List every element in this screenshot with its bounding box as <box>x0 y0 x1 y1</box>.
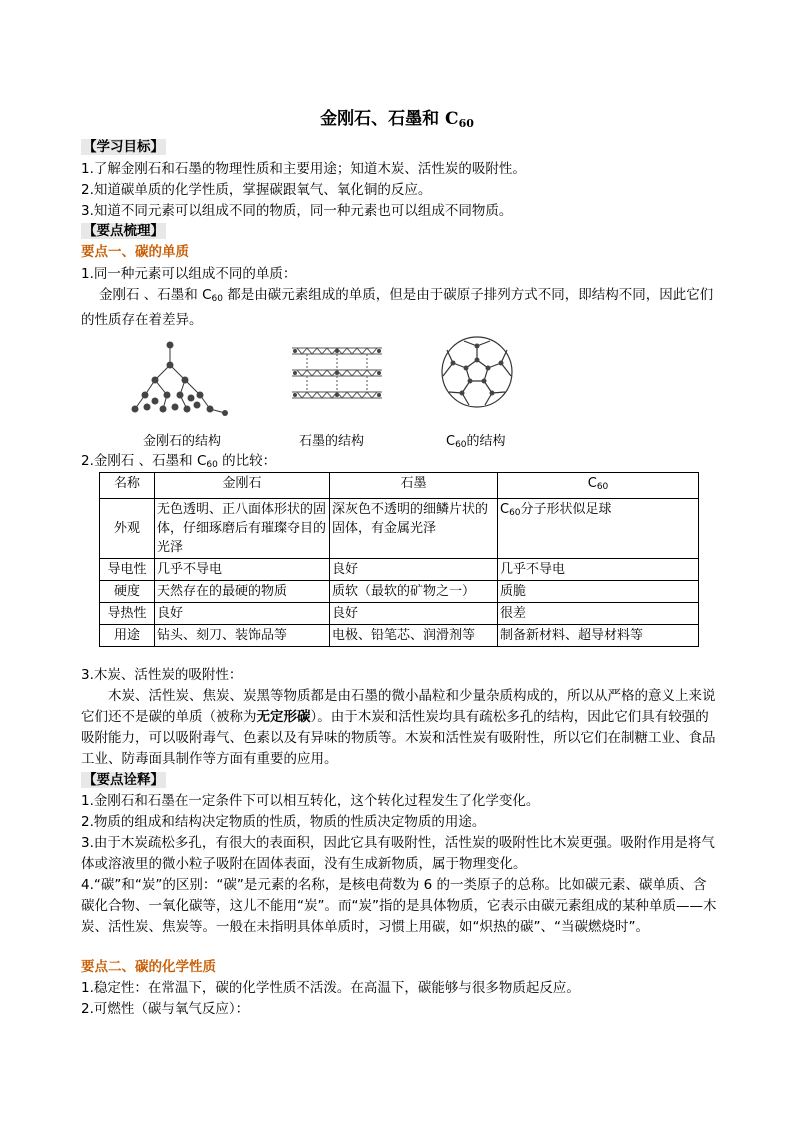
paragraph: 木炭、活性炭、焦炭、炭黑等物质都是由石墨的微小晶粒和少量杂质构成的，所以从严格的意义上来说它们还不是碳的单质（被称为无定形碳）。由于木炭和活性炭均具有疏松多孔的结构，因此它们具有较强的吸附能力，可以吸附毒气、色素以及有异味的物质等。木炭和活性炭有吸附性，所以它们在制糖工业、食品工业、防毒面具制作等方面有重要的应用。 <box>81 688 716 767</box>
table-cell: $C_{60}$分子形状似足球 <box>498 499 699 559</box>
explain-item: 2.物质的组成和结构决定物质的性质，物质的性质决定物质的用途。 <box>81 814 486 830</box>
table-cell: 良好 <box>330 559 498 581</box>
table-cell: 良好 <box>330 603 498 625</box>
table-cell: 钻头、刻刀、装饰品等 <box>155 625 330 647</box>
objectives-tag: 【学习目标】 <box>83 139 164 155</box>
list-item: 2.金刚石 、石墨和 $C_{60}$ 的比较： <box>81 453 277 470</box>
c60-caption: $C_{60}$的结构 <box>446 434 506 450</box>
list-item: 1.同一种元素可以组成不同的单质： <box>81 266 297 282</box>
table-cell: 外观 <box>100 499 155 559</box>
comparison-table <box>99 472 699 647</box>
graphite-caption: 石墨的结构 <box>299 434 365 449</box>
table-cell: 导电性 <box>100 559 155 581</box>
diamond-structure-image <box>125 335 235 420</box>
table-cell: 用途 <box>100 625 155 647</box>
table-cell: 很差 <box>498 603 699 625</box>
diamond-caption: 金刚石的结构 <box>143 434 222 449</box>
list-item: 3.木炭、活性炭的吸附性： <box>81 667 243 683</box>
graphite-structure-image <box>287 340 387 415</box>
table-header-row <box>100 473 699 499</box>
list-item: 1.稳定性：在常温下，碳的化学性质不活泼。在高温下，碳能够与很多物质起反应。 <box>81 980 580 996</box>
paragraph: 金刚石 、石墨和 $C_{60}$ 都是由碳元素组成的单质，但是由于碳原子排列方式不同，即结构不同，因此它们的性质存在着差异。 <box>81 287 714 328</box>
list-item: 2.可燃性（碳与氧气反应）： <box>81 1001 250 1017</box>
table-cell: 质软（最软的矿物之一） <box>330 581 498 603</box>
explain-item: 3.由于木炭疏松多孔，有很大的表面积，因此它具有吸附性，活性炭的吸附性比木炭更强。吸附作用是将气体或溶液里的微小粒子吸附在固体表面，没有生成新物质，属于物理变化。 <box>81 835 715 872</box>
table-row <box>100 603 699 625</box>
explain-item: 1.金刚石和石墨在一定条件下可以相互转化，这个转化过程发生了化学变化。 <box>81 793 540 809</box>
table-cell: 几乎不导电 <box>498 559 699 581</box>
table-row <box>100 625 699 647</box>
section-heading: 要点二、碳的化学性质 <box>81 959 216 975</box>
page-title: 金刚石、石墨和 $C_{60}$ <box>320 109 474 130</box>
table-row <box>100 581 699 603</box>
objective-item: 2.知道碳单质的化学性质，掌握碳跟氧气、氧化铜的反应。 <box>81 182 432 198</box>
table-header: 金刚石 <box>155 473 330 499</box>
review-tag: 【要点梳理】 <box>83 223 164 239</box>
table-header: 名称 <box>100 473 155 499</box>
table-cell: 导热性 <box>100 603 155 625</box>
table-cell: 制备新材料、超导材料等 <box>498 625 699 647</box>
table-cell: 天然存在的最硬的物质 <box>155 581 330 603</box>
explain-item: 4.“碳”和“炭”的区别：“碳”是元素的名称，是核电荷数为 6 的一类原子的总称。比如碳元素、碳单质、含碳化合物、一氧化碳等，这儿不能用“炭”。而“炭”指的是具体物质，它表示由碳元素组成的某种单质——木炭、活性炭、焦炭等。一般在未指明具体单质时，习惯上用碳，如“炽热的碳”、“当碳燃烧时”。 <box>81 877 717 935</box>
table-cell: 几乎不导电 <box>155 559 330 581</box>
table-header: $C_{60}$ <box>498 473 699 499</box>
table-cell: 无色透明、正八面体形状的固体，仔细琢磨后有璀璨夺目的光泽 <box>155 499 330 559</box>
table-header: 石墨 <box>330 473 498 499</box>
table-row <box>100 559 699 581</box>
section-heading: 要点一、碳的单质 <box>81 244 189 260</box>
objective-item: 3.知道不同元素可以组成不同的物质，同一种元素也可以组成不同物质。 <box>81 203 513 219</box>
table-cell: 良好 <box>155 603 330 625</box>
table-cell: 深灰色不透明的细鳞片状的固体，有金属光泽 <box>330 499 498 559</box>
c60-structure-image <box>437 332 517 412</box>
objective-item: 1.了解金刚石和石墨的物理性质和主要用途；知道木炭、活性炭的吸附性。 <box>81 161 526 177</box>
table-cell: 电极、铅笔芯、润滑剂等 <box>330 625 498 647</box>
table-cell: 质脆 <box>498 581 699 603</box>
table-row <box>100 499 699 559</box>
table-cell: 硬度 <box>100 581 155 603</box>
explain-tag: 【要点诠释】 <box>83 772 164 788</box>
